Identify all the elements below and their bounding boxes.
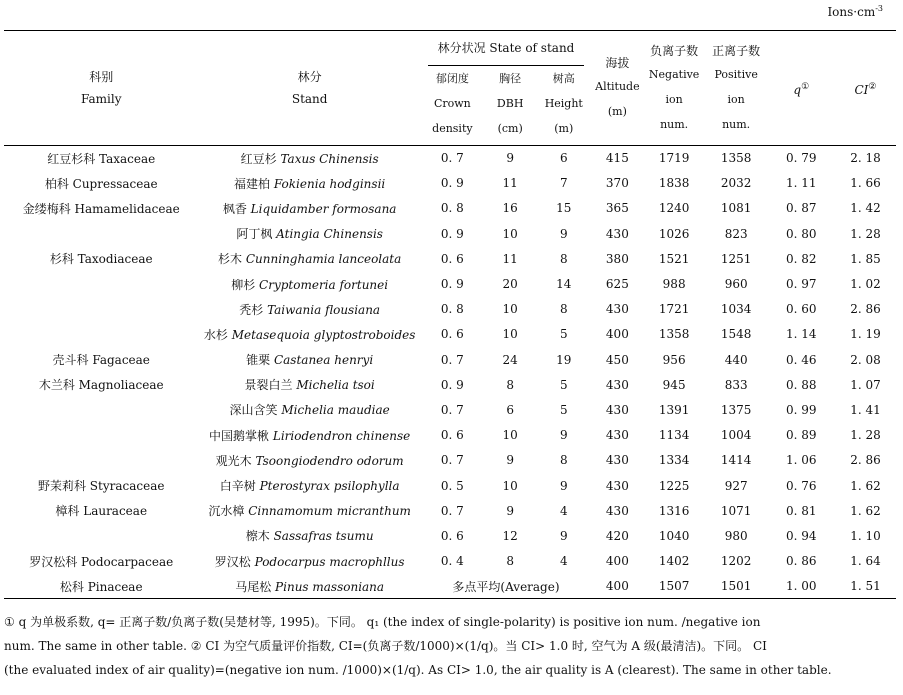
stand-cell: 白辛树 Pterostyrax psilophylla <box>219 479 400 494</box>
ci-cell: 1. 62 <box>850 503 881 518</box>
dbh-cell: 11 <box>502 251 518 266</box>
dbh-cell: 6 <box>506 402 514 417</box>
footnote-line: ① q 为单极系数, q= 正离子数/负离子数(吴楚材等, 1995)。下同。 q₁ (the index of single-polarity) is positive ion num. /negative ion <box>4 615 761 629</box>
q-cell: 0. 76 <box>786 478 817 493</box>
family-cell <box>4 448 198 473</box>
q-cell: 0. 82 <box>786 251 817 266</box>
table-row <box>4 246 896 271</box>
table-row <box>4 196 896 221</box>
neg-cell: 988 <box>662 277 686 292</box>
alt-cell: 430 <box>605 503 629 518</box>
q-cell: 0. 89 <box>786 428 817 443</box>
crown-cell: 0. 6 <box>440 327 464 342</box>
q-cell: 0. 81 <box>786 503 817 518</box>
family-cell <box>4 271 198 296</box>
height-cell: 9 <box>559 428 568 443</box>
dbh-header: 胸径 DBH (cm) <box>496 72 524 135</box>
state-of-stand-header: 林分状况 State of stand <box>421 31 591 67</box>
neg-cell: 1391 <box>658 402 690 417</box>
height-cell: 9 <box>559 528 568 543</box>
crown-cell: 0. 7 <box>440 151 464 166</box>
alt-cell: 415 <box>605 151 629 166</box>
q-cell: 0. 94 <box>786 528 817 543</box>
ci-cell: 1. 07 <box>850 377 881 392</box>
pos-cell: 1358 <box>720 151 752 166</box>
stand-cell: 阿丁枫 Atingia Chinensis <box>236 227 383 242</box>
table-row <box>4 397 896 422</box>
neg-cell: 1026 <box>658 226 690 241</box>
alt-cell: 365 <box>605 201 629 216</box>
dbh-cell: 9 <box>506 453 514 468</box>
negative-ion-header: 负离子数 Negative ion num. <box>648 43 700 131</box>
stand-cell: 杉木 Cunninghamia lanceolata <box>218 252 402 267</box>
data-table <box>4 30 896 599</box>
neg-cell: 1358 <box>658 327 690 342</box>
table-row <box>4 498 896 523</box>
stand-cell: 深山含笑 Michelia maudiae <box>229 403 390 418</box>
q-cell: 0. 80 <box>786 226 817 241</box>
q-cell: 0. 97 <box>786 277 817 292</box>
family-header: 科别 Family <box>80 70 122 106</box>
q-cell: 1. 14 <box>786 327 817 342</box>
stand-cell: 柳杉 Cryptomeria fortunei <box>231 277 389 292</box>
neg-cell: 956 <box>662 352 686 367</box>
pos-cell: 1081 <box>720 201 752 216</box>
crown-cell: 0. 4 <box>440 554 464 569</box>
table-row <box>4 322 896 347</box>
dbh-cell: 9 <box>506 151 514 166</box>
dbh-cell: 11 <box>502 176 518 191</box>
ci-cell: 1. 02 <box>850 277 881 292</box>
table-row <box>4 473 896 498</box>
family-cell: 红豆杉科 Taxaceae <box>47 151 156 166</box>
height-header: 树高 Height (m) <box>544 72 583 135</box>
neg-cell: 1521 <box>658 251 690 266</box>
alt-cell: 370 <box>605 176 629 191</box>
stand-cell: 沉水樟 Cinnamomum micranthum <box>208 504 411 519</box>
alt-cell: 430 <box>605 478 629 493</box>
pos-cell: 823 <box>724 226 748 241</box>
alt-cell: 625 <box>605 277 629 292</box>
ci-cell: 1. 64 <box>850 554 881 569</box>
neg-cell: 1134 <box>658 428 690 443</box>
ci-cell: 1. 66 <box>850 176 881 191</box>
dbh-cell: 10 <box>502 428 518 443</box>
dbh-cell: 8 <box>506 554 514 569</box>
footnote-line: (the evaluated index of air quality)=(negative ion num. /1000)×(1/q). As CI> 1.0, the air quality is A (clearest). The same in other table. <box>4 663 832 677</box>
neg-cell: 1402 <box>658 554 690 569</box>
table-row <box>4 146 896 171</box>
q-cell: 1. 06 <box>786 453 817 468</box>
height-cell: 8 <box>559 453 568 468</box>
alt-cell: 430 <box>605 226 629 241</box>
pos-cell: 440 <box>724 352 748 367</box>
ci-cell: 1. 62 <box>850 478 881 493</box>
height-cell: 4 <box>559 503 568 518</box>
family-cell: 木兰科 Magnoliaceae <box>38 378 164 393</box>
pos-cell: 1548 <box>720 327 752 342</box>
crown-cell: 0. 9 <box>440 226 464 241</box>
neg-cell: 1838 <box>658 176 690 191</box>
dbh-cell: 10 <box>502 302 518 317</box>
ci-cell: 1. 28 <box>850 226 881 241</box>
neg-cell: 945 <box>662 377 686 392</box>
ci-cell: 2. 08 <box>850 352 881 367</box>
positive-ion-header: 正离子数 Positive ion num. <box>712 43 761 131</box>
dbh-cell: 10 <box>502 327 518 342</box>
ci-cell: 2. 86 <box>850 453 881 468</box>
height-cell: 6 <box>559 151 568 166</box>
alt-cell: 450 <box>605 352 629 367</box>
neg-cell: 1507 <box>644 574 705 599</box>
table-row <box>4 372 896 397</box>
dbh-cell: 20 <box>502 277 518 292</box>
ci-cell: 2. 86 <box>850 302 881 317</box>
pos-cell: 960 <box>724 277 748 292</box>
dbh-cell: 16 <box>502 201 518 216</box>
crown-cell: 0. 7 <box>440 402 464 417</box>
average-cell: 多点平均(Average) <box>421 574 591 599</box>
ci-cell: 1. 10 <box>850 528 881 543</box>
crown-cell: 0. 5 <box>440 478 464 493</box>
crown-cell: 0. 8 <box>440 201 464 216</box>
dbh-cell: 10 <box>502 226 518 241</box>
pos-cell: 1034 <box>720 302 752 317</box>
stand-cell: 锥栗 Castanea henryi <box>246 353 374 368</box>
stand-cell: 马尾松 Pinus massoniana <box>198 574 420 599</box>
stand-header: 林分 Stand <box>291 70 328 106</box>
ci-cell: 2. 18 <box>850 151 881 166</box>
family-cell <box>4 523 198 548</box>
alt-cell: 400 <box>591 574 644 599</box>
family-cell <box>4 322 198 347</box>
stand-cell: 水杉 Metasequoia glyptostroboides <box>203 327 416 342</box>
q-cell: 0. 60 <box>786 302 817 317</box>
neg-cell: 1225 <box>658 478 690 493</box>
alt-cell: 400 <box>605 554 629 569</box>
pos-cell: 1501 <box>705 574 768 599</box>
pos-cell: 1414 <box>720 453 752 468</box>
table-row <box>4 448 896 473</box>
height-cell: 7 <box>559 176 568 191</box>
crown-cell: 0. 7 <box>440 352 464 367</box>
family-cell: 松科 Pinaceae <box>4 574 198 599</box>
height-cell: 9 <box>559 226 568 241</box>
stand-cell: 枫香 Liquidamber formosana <box>222 201 397 216</box>
ci-cell: 1. 19 <box>850 327 881 342</box>
height-cell: 8 <box>559 302 568 317</box>
dbh-cell: 9 <box>506 503 514 518</box>
alt-cell: 420 <box>605 528 629 543</box>
table-row <box>4 423 896 448</box>
family-cell <box>4 423 198 448</box>
stand-cell: 罗汉松 Podocarpus macrophllus <box>214 554 405 569</box>
footnote-line: num. The same in other table. ② CI 为空气质量评价指数, CI=(负离子数/1000)×(1/q)。当 CI> 1.0 时, 空气为 A 级(最清洁)。下同。 CI <box>4 639 767 653</box>
dbh-cell: 24 <box>502 352 518 367</box>
stand-cell: 观光木 Tsoongiodendro odorum <box>215 453 404 468</box>
stand-cell: 景裂白兰 Michelia tsoi <box>244 378 375 393</box>
height-cell: 14 <box>556 277 572 292</box>
height-cell: 5 <box>559 377 568 392</box>
crown-cell: 0. 8 <box>440 302 464 317</box>
family-cell <box>4 221 198 246</box>
family-cell: 柏科 Cupressaceae <box>44 176 158 191</box>
crown-density-header: 郁闭度 Crown density <box>432 72 473 135</box>
units-label: $Ions\cdot cm^{-3}$ <box>827 4 883 19</box>
dbh-cell: 10 <box>502 478 518 493</box>
crown-cell: 0. 6 <box>440 528 464 543</box>
height-cell: 15 <box>556 201 572 216</box>
stand-cell: 福建柏 Fokienia hodginsii <box>234 176 386 191</box>
neg-cell: 1334 <box>658 453 690 468</box>
pos-cell: 980 <box>724 528 748 543</box>
q-cell: 0. 46 <box>786 352 817 367</box>
height-cell: 4 <box>559 554 568 569</box>
stand-cell: 红豆杉 Taxus Chinensis <box>240 151 379 166</box>
alt-cell: 430 <box>605 377 629 392</box>
crown-cell: 0. 6 <box>440 251 464 266</box>
height-cell: 9 <box>559 478 568 493</box>
table-row <box>4 574 896 599</box>
family-cell: 金缕梅科 Hamamelidaceae <box>22 201 180 216</box>
pos-cell: 1004 <box>720 428 752 443</box>
pos-cell: 1251 <box>720 251 752 266</box>
ci-header: CI② <box>854 81 877 97</box>
q-cell: 1. 11 <box>786 176 817 191</box>
table-row <box>4 523 896 548</box>
q-cell: 0. 79 <box>786 151 817 166</box>
alt-cell: 430 <box>605 402 629 417</box>
neg-cell: 1721 <box>658 302 690 317</box>
alt-cell: 380 <box>605 251 629 266</box>
family-cell <box>4 397 198 422</box>
height-cell: 8 <box>559 251 568 266</box>
dbh-cell: 8 <box>506 377 514 392</box>
table-row <box>4 221 896 246</box>
stand-cell: 檫木 Sassafras tsumu <box>245 529 374 544</box>
altitude-header: 海拔 Altitude (m) <box>595 56 640 118</box>
family-cell: 壳斗科 Fagaceae <box>52 353 150 368</box>
footnotes <box>4 610 896 682</box>
table-body <box>4 146 896 599</box>
table-row <box>4 549 896 574</box>
q-cell: 0. 86 <box>786 554 817 569</box>
q-cell: 0. 88 <box>786 377 817 392</box>
alt-cell: 430 <box>605 428 629 443</box>
crown-cell: 0. 7 <box>440 503 464 518</box>
table-row <box>4 271 896 296</box>
crown-cell: 0. 6 <box>440 428 464 443</box>
pos-cell: 2032 <box>720 176 752 191</box>
crown-cell: 0. 9 <box>440 277 464 292</box>
table-row <box>4 347 896 372</box>
neg-cell: 1316 <box>658 503 690 518</box>
height-cell: 5 <box>559 402 568 417</box>
pos-cell: 833 <box>724 377 748 392</box>
ci-cell: 1. 41 <box>850 402 881 417</box>
alt-cell: 430 <box>605 302 629 317</box>
q-cell: 0. 99 <box>786 402 817 417</box>
stand-cell: 中国鹅掌楸 Liriodendron chinense <box>209 428 411 443</box>
ci-cell: 1. 85 <box>850 251 881 266</box>
q-header: q① <box>793 81 810 97</box>
neg-cell: 1719 <box>658 151 690 166</box>
q-cell: 1. 00 <box>768 574 835 599</box>
neg-cell: 1040 <box>658 528 690 543</box>
family-cell: 野茉莉科 Styracaceae <box>37 479 165 494</box>
pos-cell: 1071 <box>720 503 752 518</box>
pos-cell: 1202 <box>720 554 752 569</box>
crown-cell: 0. 7 <box>440 453 464 468</box>
height-cell: 19 <box>556 352 572 367</box>
pos-cell: 927 <box>724 478 748 493</box>
alt-cell: 400 <box>605 327 629 342</box>
height-cell: 5 <box>559 327 568 342</box>
family-cell <box>4 297 198 322</box>
dbh-cell: 12 <box>502 528 518 543</box>
family-cell: 罗汉松科 Podocarpaceae <box>29 554 174 569</box>
pos-cell: 1375 <box>720 402 752 417</box>
ci-cell: 1. 51 <box>835 574 896 599</box>
table-row <box>4 297 896 322</box>
alt-cell: 430 <box>605 453 629 468</box>
stand-cell: 秃杉 Taiwania flousiana <box>239 302 381 317</box>
crown-cell: 0. 9 <box>440 377 464 392</box>
family-cell: 杉科 Taxodiaceae <box>49 252 153 267</box>
family-cell: 樟科 Lauraceae <box>55 504 148 519</box>
crown-cell: 0. 9 <box>440 176 464 191</box>
table-row <box>4 171 896 196</box>
ci-cell: 1. 42 <box>850 201 881 216</box>
ci-cell: 1. 28 <box>850 428 881 443</box>
q-cell: 0. 87 <box>786 201 817 216</box>
neg-cell: 1240 <box>658 201 690 216</box>
